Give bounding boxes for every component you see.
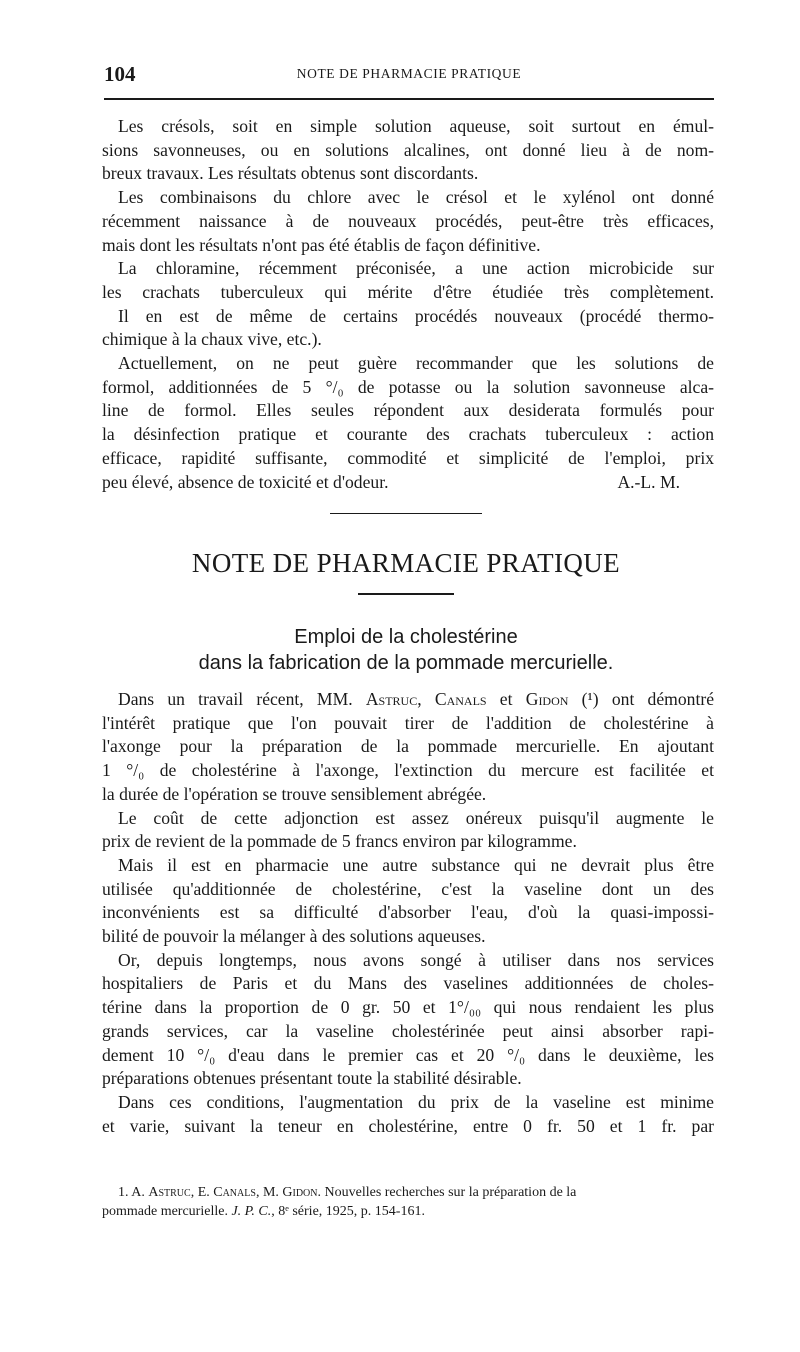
text-line: les crachats tuberculeux qui mérite d'être étudiée très complètement. <box>102 281 714 302</box>
paragraph <box>102 305 714 352</box>
text-line: l'intérêt pratique que l'on pouvait tirer de l'addition de cholestérine à <box>102 712 714 733</box>
text-line <box>102 688 714 712</box>
author-name: Canals <box>213 1185 256 1200</box>
author-name: Astruc <box>148 1185 191 1200</box>
author-signature: A.-L. M. <box>617 471 680 492</box>
text-line: Le coût de cette adjonction est assez onéreux puisqu'il augmente le <box>118 807 714 828</box>
text-line: breux travaux. Les résultats obtenus sont discordants. <box>102 163 479 184</box>
section-title: NOTE DE PHARMACIE PRATIQUE <box>191 548 621 578</box>
author-name: Gidon <box>282 1185 318 1200</box>
text-line: mais dont les résultats n'ont pas été établis de façon définitive. <box>102 234 541 255</box>
text-line: Il en est de même de certains procédés nouveaux (procédé thermo- <box>118 305 714 326</box>
text-line: chimique à la chaux vive, etc.). <box>102 329 322 350</box>
footnote-number: 1. A. <box>118 1185 149 1200</box>
paragraph <box>102 186 714 257</box>
text-line: préparations obtenues présentant toute la stabilité désirable. <box>102 1068 522 1089</box>
running-head <box>104 60 714 90</box>
paragraph <box>102 1091 714 1138</box>
text-line: efficace, rapidité suffisante, commodité et simplicité de l'emploi, prix <box>102 447 714 468</box>
author-name: Astruc <box>365 689 418 709</box>
article-body <box>102 688 714 1138</box>
text-line: Mais il est en pharmacie une autre substance qui ne devrait plus être <box>118 854 714 875</box>
text-fragment: pommade mercurielle. <box>102 1204 232 1219</box>
author-name: Canals <box>434 689 487 709</box>
text-line: grands services, car la vaseline cholestérinée peut ainsi absorber rapi- <box>102 1020 714 1041</box>
paragraph <box>102 257 714 304</box>
text-line: formol, additionnées de 5 °/₀ de potasse ou la solution savonneuse alca- <box>102 376 714 397</box>
paragraph <box>102 688 714 807</box>
header-rule <box>104 98 714 100</box>
text-fragment: et <box>486 689 526 709</box>
text-fragment: , E. <box>190 1185 214 1200</box>
running-head-title: NOTE DE PHARMACIE PRATIQUE <box>296 66 522 81</box>
footnote-reference: (¹) ont démontré <box>568 689 714 709</box>
text-line: hospitaliers de Paris et du Mans des vaselines additionnées de choles- <box>102 973 714 994</box>
article-title <box>100 624 712 676</box>
text-line: inconvénients est sa difficulté d'absorber l'eau, d'où la quasi-impossi- <box>102 902 714 923</box>
text-line: récemment naissance à de nouveaux procédés, peut-être très efficaces, <box>102 210 714 231</box>
text-line: utilisée qu'additionnée de cholestérine, c'est la vaseline dont un des <box>102 878 714 899</box>
text-line: bilité de pouvoir la mélanger à des solutions aqueuses. <box>102 926 486 947</box>
text-line: Les crésols, soit en simple solution aqueuse, soit surtout en émul- <box>118 116 714 136</box>
paragraph <box>102 807 714 854</box>
text-line: Or, depuis longtemps, nous avons songé à utiliser dans nos services <box>118 949 714 970</box>
author-name: Gidon <box>525 689 569 709</box>
text-line: peu élevé, absence de toxicité et d'odeur. <box>102 471 389 492</box>
footnote-line <box>102 1202 714 1221</box>
previous-article-ending <box>102 115 714 494</box>
article-title-line: Emploi de la cholestérine <box>294 626 518 648</box>
text-fragment: . Nouvelles recherches sur la préparation de la <box>317 1185 577 1200</box>
title-rule <box>358 593 454 595</box>
journal-abbreviation: J. P. C. <box>231 1204 272 1219</box>
text-line: dement 10 °/₀ d'eau dans le premier cas et 20 °/₀ dans le deuxième, les <box>102 1044 714 1065</box>
paragraph <box>102 352 714 494</box>
text-line: l'axonge pour la préparation de la pommade mercurielle. En ajoutant <box>102 736 714 757</box>
text-line: Les combinaisons du chlore avec le crésol et le xylénol ont donné <box>118 187 714 208</box>
paragraph <box>102 115 714 186</box>
text-line: Actuellement, on ne peut guère recommander que les solutions de <box>118 353 714 374</box>
text-line: la désinfection pratique et courante des crachats tuberculeux : action <box>102 424 714 445</box>
text-line: la durée de l'opération se trouve sensiblement abrégée. <box>102 783 487 804</box>
signature-line <box>102 471 714 495</box>
text-line: sions savonneuses, ou en solutions alcalines, ont donné lieu à de nom- <box>102 139 714 160</box>
text-fragment: , <box>417 689 435 709</box>
text-fragment: , M. <box>255 1185 283 1200</box>
text-line: line de formol. Elles seules répondent aux desiderata formulés pour <box>102 400 714 421</box>
text-line: térine dans la proportion de 0 gr. 50 et 1°/₀₀ qui nous rendaient les plus <box>102 997 714 1018</box>
paragraph <box>102 949 714 1091</box>
text-line: La chloramine, récemment préconisée, a une action microbicide sur <box>118 258 714 279</box>
paragraph <box>102 854 714 949</box>
section-separator <box>330 513 482 514</box>
page-number: 104 <box>104 62 136 86</box>
text-line: prix de revient de la pommade de 5 francs environ par kilogramme. <box>102 831 577 852</box>
text-line: et varie, suivant la teneur en cholestérine, entre 0 fr. 50 et 1 fr. par <box>102 1115 714 1136</box>
text-line: 1 °/₀ de cholestérine à l'axonge, l'extinction du mercure est facilitée et <box>102 760 714 781</box>
text-line: Dans ces conditions, l'augmentation du prix de la vaseline est minime <box>118 1091 714 1112</box>
article-title-line: dans la fabrication de la pommade mercurielle. <box>198 652 614 674</box>
text-fragment: , 8ᵉ série, 1925, p. 154-161. <box>271 1204 425 1219</box>
footnote <box>102 1183 714 1221</box>
footnote-line <box>102 1183 714 1202</box>
text-fragment: Dans un travail récent, MM. <box>118 689 366 709</box>
